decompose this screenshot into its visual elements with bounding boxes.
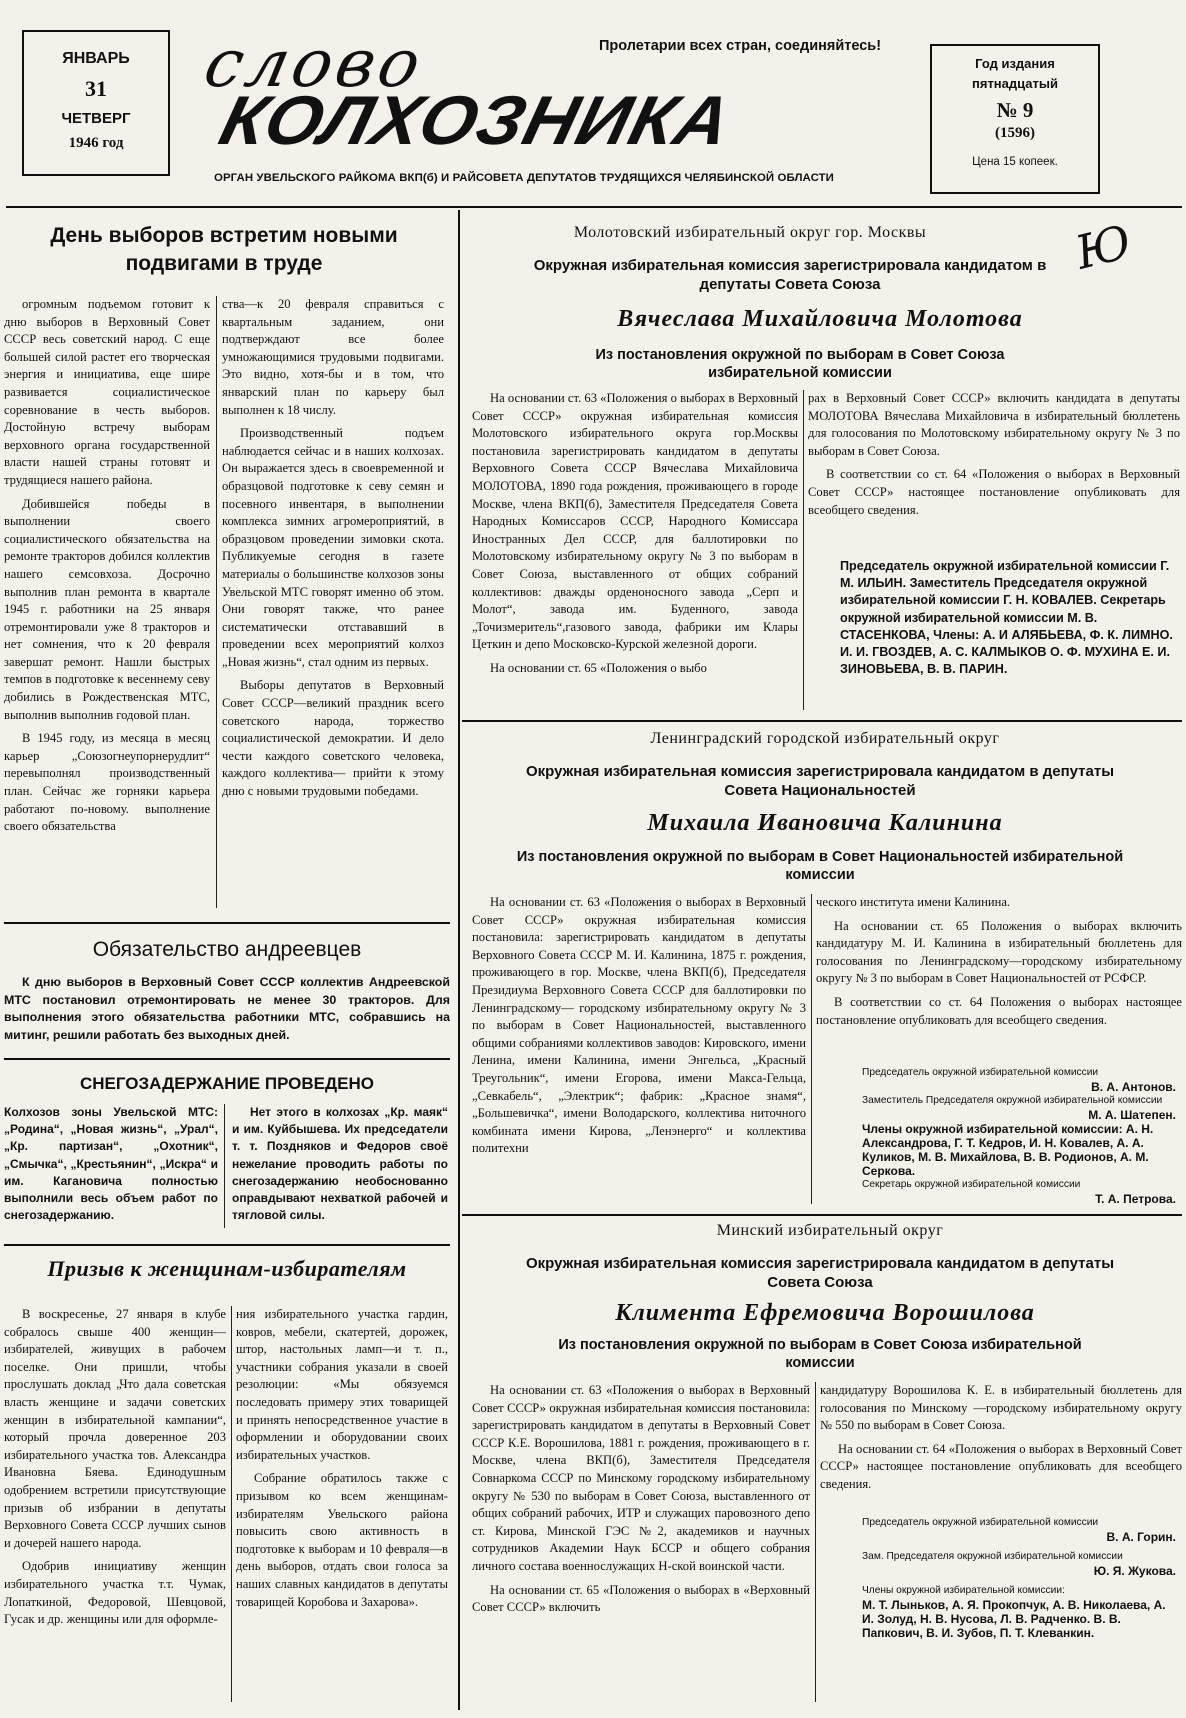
kalinin-paragraph: На основании ст. 63 «Положения о выборах в Верховный Совет СССР» окружная избирательная комиссия постановила: зарегистрировать кандидатом в депутаты Верховного Совета СССР М. И. Калинина, 1875 г. рождения, проживающего в гор. Москве, члена ВКП(б), Председателя Президиума Верховного Совета СССР для баллотировки по Ленинградскому— городскому избирательному округу № 3 по выборам в Совет Национальностей, выставленного общими собраниями коллективов заводов: Кировского, имени Ленина, имени Калинина, имени Энгельса, „Красный Треугольник“, имени Егорова, имени Макса-Гельца, „Севкабель“, „Электрик“; фабрик: „Красное знамя“, „Большевичка“, имени Володарского, коллектива ниточного комбината имени Кирова, „Ленэнерго“ и коллектива политехни xyxy=(472,895,806,1156)
date-box xyxy=(22,30,170,176)
voroshilov-signatures xyxy=(862,1516,1176,1710)
date-month: ЯНВАРЬ xyxy=(62,50,130,67)
voroshilov-column-2 xyxy=(820,1382,1182,1522)
newspaper-title-top: слово xyxy=(197,25,432,102)
voroshilov-chair: В. А. Горин. xyxy=(1106,1530,1176,1544)
lead-paragraph: Производственный подъем наблюдается сейчас и в наших колхозах. Он выражается здесь в своевременной и образцовой подготовке к севу семян и посевного инвентаря, в выполнении комплекса зимних агромероприятий, в образцовом проведении зимовки скота. Публикуемые сегодня в газете материалы о большинстве колхозов зоны Увельской МТС говорят именно об этом. Они говорят также, что ранее систематически отстававший в проведении всех мероприятий колхоз „Новая жизнь“, стал одним из первых. xyxy=(222,426,444,669)
voroshilov-column-divider xyxy=(815,1382,816,1702)
molotov-sub: Из постановления окружной по выборам в Совет Союза избирательной комиссии xyxy=(595,347,1005,381)
snow-column-2 xyxy=(232,1104,448,1234)
voroshilov-paragraph: На основании ст. 64 «Положения о выборах в Верховный Совет СССР» настоящее постановление опубликовать для всеобщего сведения. xyxy=(820,1441,1182,1491)
molotov-paragraph: рах в Верховный Совет СССР» включить кандидата в депутаты МОЛОТОВА Вячеслава Михайловича в избирательный бюллетень для голосования по Молотовскому избирательному округу № 3 по выборам в Совет Союза. xyxy=(808,391,1180,458)
voroshilov-members: М. Т. Лыньков, А. Я. Прокопчук, А. В. Николаева, А. И. Золуд, Н. В. Нусова, Л. В. Радченко. В. В. Папкович, В. И. Зубов, П. Т. Клеванкин. xyxy=(862,1598,1166,1640)
snow-paragraph: Нет этого в колхозах „Кр. маяк“ и им. Куйбышева. Их председатели т. т. Поздняков и Федоров своё нежелание проводить работы по снегозадержанию необоснованно оправдывают нехваткой рабочей и тягловой силы. xyxy=(232,1105,448,1223)
molotov-column-divider xyxy=(803,390,804,710)
edition-year: Год издания пятнадцатый xyxy=(972,56,1058,91)
women-column-2 xyxy=(236,1306,448,1706)
voroshilov-deputy: Ю. Я. Жукова. xyxy=(1093,1564,1176,1578)
voroshilov-chair-role: Председатель окружной избирательной комиссии xyxy=(862,1517,1099,1528)
voroshilov-column-1 xyxy=(472,1382,810,1708)
section-rule xyxy=(462,1214,1182,1216)
kalinin-paragraph: ческого института имени Калинина. xyxy=(816,895,1011,909)
molotov-signatures: Председатель окружной избирательной комиссии Г. М. ИЛЬИН. Заместитель Председателя окружной избирательной комиссии Г. Н. КОВАЛЕВ. Секретарь окружной избирательной комиссии М. В. СТАСЕНКОВА, Члены: А. И АЛЯБЬЕВА, Ф. К. ЛИМНО. И. И. ГВОЗДЕВ, А. С. КАЛМЫКОВ О. Ф. МУХИНА Е. И. ЗИНОВЬЕВА, В. В. ПАРИН. xyxy=(840,559,1173,677)
women-paragraph: В воскресенье, 27 января в клубе собралось свыше 400 женщин—избирателей, живущих в рабочем поселке. Они пришли, чтобы прослушать доклад „Что дала советская власть женщине и задачи советских женщин в избирательной кампании“, который прочла доверенное 203 избирательного участка тов. Александра Ивановна Бяева. Единодушным одобрением встретили присутствующие призыв об избрании в депутаты Верховного Совета СССР лучших сынов и дочерей нашего народа. xyxy=(4,1307,226,1550)
issue-number: № 9 xyxy=(996,98,1034,122)
molotov-paragraph: На основании ст. 63 «Положения о выборах в Верховный Совет СССР» окружная избирательная комиссия Молотовского избирательного округа гор.Москвы постановила зарегистрировать кандидатом в депутаты Верховного Совета СССР Вячеслава Михайловича МОЛОТОВА, 1890 года рождения, проживающего в городе Москве, члена ВКП(б), Заместителя Председателя Совета Народных Комиссаров СССР, Народного Комиссара Иностранных Дел СССР, для баллотировки по Молотовскому избирательному округу № 3 по выборам в Совет Союза, выставленного от общих собраний коллективов: дважды орденоносного завода „Серп и Молот“, завода им. Буденного, завода „Точизмеритель“,газового завода, фабрики им Клары Цеткин и депо Московско-Курской железной дороги. xyxy=(472,391,798,652)
women-paragraph: Одобрив инициативу женщин избирательного участка т.т. Чумак, Лопаткиной, Федоровой, Шевцовой, Гусак и др. женщины или для оформле- xyxy=(4,1559,226,1627)
molotov-paragraph: На основании ст. 65 «Положения о выбо xyxy=(490,660,707,675)
kalinin-members: Члены окружной избирательной комиссии: А. Н. Александрова, Г. Т. Кедров, И. Н. Ковалев, А. А. Куликов, М. В. Михайлова, В. В. Родионов, А. М. Серкова. xyxy=(862,1122,1154,1178)
voroshilov-heading: Окружная избирательная комиссия зарегистрировала кандидатом в депутаты Совета Союза xyxy=(525,1255,1115,1291)
voroshilov-members-role: Члены окружной избирательной комиссии: xyxy=(862,1585,1065,1596)
andreev-title: Обязательство андреевцев xyxy=(92,938,362,961)
snow-title: СНЕГОЗАДЕРЖАНИЕ ПРОВЕДЕНО xyxy=(80,1074,374,1093)
andreev-text xyxy=(4,974,450,1048)
molotov-column-2 xyxy=(808,390,1180,560)
slogan: Пролетарии всех стран, соединяйтесь! xyxy=(598,38,882,54)
kalinin-secretary-role: Секретарь окружной избирательной комиссии xyxy=(862,1179,1081,1190)
date-day: 31 xyxy=(85,76,107,101)
kalinin-deputy: М. А. Шатепен. xyxy=(1088,1108,1176,1122)
section-rule xyxy=(4,1058,450,1060)
lead-column-1 xyxy=(4,296,210,908)
voroshilov-sub: Из постановления окружной по выборам в Совет Союза избирательной комиссии xyxy=(558,1337,1082,1371)
women-title: Призыв к женщинам-избирателям xyxy=(47,1256,407,1281)
masthead-rule xyxy=(6,206,1182,208)
section-rule xyxy=(4,1244,450,1246)
women-paragraph: ния избирательного участка гардин, ковров, мебели, скатертей, дорожек, штор, настольных ламп—и т. п., участники собрания указали в своей резолюции: «Мы обязуемся последовать примеру этих товарищей и принять непосредственное участие в оформлении и оборудовании своих избирательных участков. xyxy=(236,1307,448,1462)
page-center-divider xyxy=(458,210,460,1710)
snow-column-divider xyxy=(224,1104,225,1228)
voroshilov-district: Минский избирательный округ xyxy=(716,1222,944,1239)
lead-paragraph: Выборы депутатов в Верховный Совет СССР—великий праздник всего советского народа, торжество социалистической демократии. И дело чести каждого советского человека, каждого коллектива— прийти к этому дню с новыми трудовыми победами. xyxy=(222,678,444,799)
newspaper-title-main: КОЛХОЗНИКА xyxy=(212,82,739,160)
molotov-paragraph: В соответствии со ст. 64 «Положения о выборах в Верховный Совет СССР» настоящее постановление опубликовать для всеобщего сведения. xyxy=(808,467,1180,517)
handwritten-mark: Ю xyxy=(1070,214,1137,280)
women-column-1 xyxy=(4,1306,226,1706)
issue-total: (1596) xyxy=(995,125,1035,141)
voroshilov-candidate: Климента Ефремовича Ворошилова xyxy=(615,1300,1035,1326)
lead-column-divider xyxy=(216,296,217,908)
kalinin-candidate: Михаила Ивановича Калинина xyxy=(647,810,1003,836)
kalinin-paragraph: В соответствии со ст. 64 Положения о выборах настоящее постановление опубликовать для всеобщего сведения. xyxy=(816,994,1182,1027)
voroshilov-deputy-role: Зам. Председателя окружной избирательной комиссии xyxy=(862,1551,1123,1562)
section-rule xyxy=(462,720,1182,722)
molotov-candidate: Вячеслава Михайловича Молотова xyxy=(617,306,1023,332)
kalinin-chair-role: Председатель окружной избирательной комиссии xyxy=(862,1067,1099,1078)
kalinin-column-divider xyxy=(811,894,812,1204)
kalinin-district: Ленинградский городской избирательный округ xyxy=(650,730,1000,747)
voroshilov-paragraph: На основании ст. 63 «Положения о выборах в Верховный Совет СССР» окружная избирательная комиссия постановила: зарегистрировать кандидатом в депутаты в Верховный Совет СССР К.Е. Ворошилова, 1881 г. рождения, проживающего в г. Москве, члена ВКП(б), Заместителя Председателя Совнаркома СССР по Минскому городскому избирательному округу № 530 по выборам в Совет Союза, выставленного от общих собраний рабочих, ИТР и служащих паровозного депо ст. Кирова, Минской ГЭС №2, академиков и научных сотрудников Академии Наук БССР и общего собрания личного состава военнослужащих Н-ской воинской части. xyxy=(472,1383,810,1573)
lead-paragraph: огромным подъемом готовит к дню выборов в Верховный Совет СССР весь советский народ. С еще большей силой растет его творческая энергия и инициатива, еще шире развивается социалистическое соревнование в честь выборов. Достойную встречу выборам верховного органа государственной власти нашей страны готовят и трудящиеся нашего района. xyxy=(4,297,210,487)
andreev-paragraph: К дню выборов в Верховный Совет СССР коллектив Андреевской МТС постановил отремонтировать не менее 30 тракторов. Для выполнения этого обязательства работники МТС, собравшись на митинг, решили работать без выходных дней. xyxy=(4,975,450,1042)
lead-title: День выборов встретим новыми подвигами в труде xyxy=(50,224,398,275)
lead-column-2 xyxy=(222,296,444,908)
voroshilov-paragraph: кандидатуру Ворошилова К. Е. в избирательный бюллетень для голосования по Минскому —городскому избирательному округу № 550 по выборам в Совет Союза. xyxy=(820,1383,1182,1433)
kalinin-column-2 xyxy=(816,894,1182,1070)
kalinin-heading: Окружная избирательная комиссия зарегистрировала кандидатом в депутаты Совета Национальностей xyxy=(525,763,1115,799)
issue-box xyxy=(930,44,1100,194)
lead-paragraph: ства—к 20 февраля справиться с квартальным заданием, они подтверждают все более умножающимися трудовыми подвигами. Это видно, хотя-бы и в том, что январский план по карьеру был выполнен к 18 числу. xyxy=(222,297,444,417)
date-weekday: ЧЕТВЕРГ xyxy=(61,110,131,127)
women-column-divider xyxy=(231,1306,232,1702)
snow-paragraph: Колхозов зоны Увельской МТС: „Родина“, „Новая жизнь“, „Урал“, „Кр. партизан“, „Охотник“, „Смычка“, „Крестьянин“, „Искра“ и им. Кагановича полностью выполнили весь объем работ по снегозадержанию. xyxy=(4,1105,218,1223)
molotov-district: Молотовский избирательный округ гор. Москвы xyxy=(573,224,927,241)
kalinin-chair: В. А. Антонов. xyxy=(1091,1080,1176,1094)
women-paragraph: Собрание обратилось также с призывом ко всем женщинам-избирателям Увельского района повысить свою активность в подготовке к выборам и 10 февраля—в день выборов, отдать свои голоса за наших славных кандидатов в депутаты товарищей Коробова и Захарова». xyxy=(236,1471,448,1609)
kalinin-sub: Из постановления окружной по выборам в Совет Национальностей избирательной комиссии xyxy=(516,849,1124,883)
kalinin-paragraph: На основании ст. 65 Положения о выборах включить кандидатуру М. И. Калинина в избирательный бюллетень для голосования по Ленинградскому—городскому избирательному округу № 3 по выборам в Совет Национальностей от РСФСР. xyxy=(816,918,1182,986)
price: Цена 15 копеек. xyxy=(972,156,1058,168)
molotov-column-1 xyxy=(472,390,798,714)
organ-line: ОРГАН УВЕЛЬСКОГО РАЙКОМА ВКП(б) И РАЙСОВЕТА ДЕПУТАТОВ ТРУДЯЩИХСЯ ЧЕЛЯБИНСКОЙ ОБЛАСТИ xyxy=(214,172,834,184)
kalinin-deputy-role: Заместитель Председателя окружной избирательной комиссии xyxy=(862,1095,1163,1106)
snow-column-1 xyxy=(4,1104,218,1234)
date-year: 1946 год xyxy=(68,135,124,151)
voroshilov-paragraph: На основании ст. 65 «Положения о выборах в «Верховный Совет СССР» включить xyxy=(472,1582,810,1615)
kalinin-column-1 xyxy=(472,894,806,1210)
kalinin-signatures xyxy=(862,1066,1176,1210)
molotov-heading: Окружная избирательная комиссия зарегистрировала кандидатом в депутаты Совета Союза xyxy=(533,257,1047,293)
lead-paragraph: Добившейся победы в выполнении своего социалистического обязательства на ремонте тракторов добился коллектив нашего семсовхоза. Досрочно выполнив план ремонта в квартале 1945 г. работники на 25 января отремонтировали уже 8 тракторов и нет сомнения, что к 20 февраля завершат ремонт. Нашли быстрых темпов в подготовке к весеннему севу добились в Рождественская МТС, выполнив выполнив годовой план. xyxy=(4,496,210,722)
lead-paragraph: В 1945 году, из месяца в месяц карьер „Союзогнеупорнерудлит“ перевыполнял производственный план. Сейчас же горняки карьера работают по-новому. выполнение своего обязательства xyxy=(4,731,210,834)
kalinin-secretary: Т. А. Петрова. xyxy=(1095,1192,1176,1206)
section-rule xyxy=(4,922,450,924)
